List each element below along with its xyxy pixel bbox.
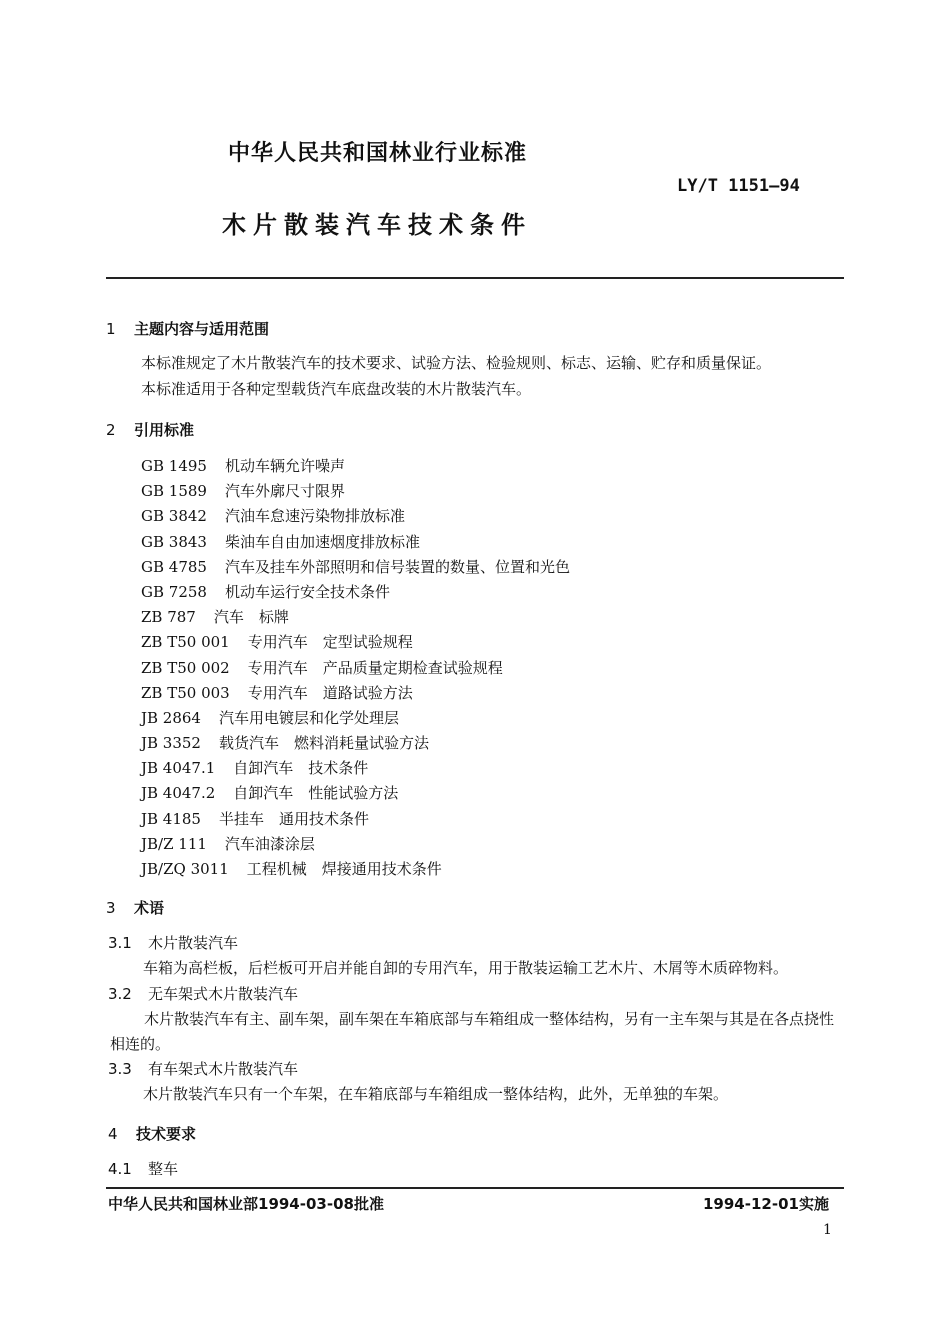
reference-item <box>141 731 570 756</box>
reference-code: JB 3352 <box>141 734 201 753</box>
reference-title: 机动车辆允许噪声 <box>224 457 345 475</box>
reference-item <box>141 656 570 681</box>
reference-item <box>141 454 570 479</box>
term-3-2-title: 无车架式木片散装汽车 <box>148 985 299 1003</box>
section-4-heading <box>108 1123 196 1144</box>
reference-code: JB 4047.1 <box>141 759 216 778</box>
reference-title: 半挂车 通用技术条件 <box>218 809 369 828</box>
reference-title: 专用汽车 道路试验方法 <box>247 683 413 702</box>
standard-number: LY/T 1151—94 <box>677 176 800 196</box>
term-3-3-definition: 木片散装汽车只有一个车架，在车箱底部与车箱组成一整体结构，此外，无单独的车架。 <box>143 1085 729 1103</box>
reference-item <box>141 681 570 706</box>
reference-item <box>141 706 570 731</box>
reference-title: 汽车 标牌 <box>213 608 289 627</box>
reference-title: 汽车用电镀层和化学处理层 <box>218 708 399 727</box>
footer-divider <box>106 1187 844 1189</box>
reference-item <box>141 504 570 529</box>
reference-code: JB/ZQ 3011 <box>141 860 229 878</box>
reference-title: 自卸汽车 技术条件 <box>233 759 369 778</box>
reference-item <box>141 555 570 580</box>
reference-title: 专用汽车 产品质量定期检查试验规程 <box>247 658 503 677</box>
reference-title: 汽油车怠速污染物排放标准 <box>224 507 405 526</box>
section-3-heading <box>106 897 164 918</box>
section-3-number: 3 <box>106 899 116 917</box>
term-3-2-number: 3.2 <box>108 985 132 1003</box>
term-3-2-definition: 木片散装汽车有主、副车架，副车架在车箱底部与车箱组成一整体结构，另有一主车架与其是在各点挠性相连的。 <box>110 1010 835 1053</box>
reference-code: GB 1589 <box>141 482 207 501</box>
header-divider <box>106 277 844 279</box>
section-4-title: 技术要求 <box>136 1125 197 1143</box>
reference-code: GB 4785 <box>141 557 207 576</box>
reference-code: ZB T50 003 <box>141 683 230 702</box>
reference-title: 汽车油漆涂层 <box>224 834 315 853</box>
section-2-title: 引用标准 <box>134 421 195 439</box>
reference-title: 专用汽车 定型试验规程 <box>247 633 413 652</box>
reference-code: ZB T50 001 <box>141 633 230 652</box>
approval-statement: 中华人民共和国林业部1994-03-08批准 <box>108 1195 384 1213</box>
reference-code: ZB 787 <box>141 608 196 627</box>
reference-title: 汽车及挂车外部照明和信号装置的数量、位置和光色 <box>224 557 570 576</box>
reference-code: GB 3843 <box>141 532 207 551</box>
reference-title: 机动车运行安全技术条件 <box>224 582 390 601</box>
term-3-1-heading <box>108 932 238 953</box>
reference-title: 汽车外廓尺寸限界 <box>224 482 345 501</box>
reference-title: 工程机械 焊接通用技术条件 <box>246 860 442 878</box>
section-1-title: 主题内容与适用范围 <box>134 320 270 338</box>
reference-title: 柴油车自由加速烟度排放标准 <box>224 532 420 551</box>
section-2-number: 2 <box>106 421 116 439</box>
org-title: 中华人民共和国林业行业标准 <box>228 141 528 166</box>
term-3-3-heading <box>108 1058 298 1079</box>
reference-item <box>141 580 570 605</box>
reference-code: JB 4185 <box>141 809 201 828</box>
section-2-heading <box>106 419 194 440</box>
reference-item <box>141 479 570 504</box>
reference-code: JB/Z 111 <box>141 834 207 853</box>
reference-item <box>141 605 570 630</box>
term-3-3-title: 有车架式木片散装汽车 <box>148 1060 299 1078</box>
section-3-title: 术语 <box>134 899 165 917</box>
term-3-1-title: 木片散装汽车 <box>148 934 239 952</box>
reference-code: GB 3842 <box>141 507 207 526</box>
page-number: 1 <box>823 1222 832 1238</box>
subsection-4-1-heading <box>108 1158 178 1179</box>
reference-title: 载货汽车 燃料消耗量试验方法 <box>218 734 429 753</box>
reference-code: GB 7258 <box>141 582 207 601</box>
section-1-number: 1 <box>106 320 116 338</box>
section-4-number: 4 <box>108 1125 118 1143</box>
reference-item <box>141 530 570 555</box>
document-title: 木片散装汽车技术条件 <box>222 211 532 239</box>
subsection-4-1-number: 4.1 <box>108 1160 132 1178</box>
section-1-paragraph-2: 本标准适用于各种定型载货汽车底盘改装的木片散装汽车。 <box>141 380 532 398</box>
reference-code: JB 4047.2 <box>141 784 216 803</box>
reference-code: GB 1495 <box>141 457 207 475</box>
reference-item <box>141 756 570 781</box>
term-3-3-number: 3.3 <box>108 1060 132 1078</box>
section-1-heading <box>106 318 269 339</box>
term-3-2-heading <box>108 983 298 1004</box>
effective-date: 1994-12-01实施 <box>703 1195 829 1213</box>
reference-item <box>141 832 570 857</box>
term-3-1-definition: 车箱为高栏板，后栏板可开启并能自卸的专用汽车，用于散装运输工艺木片、木屑等木质碎物料。 <box>143 959 789 977</box>
section-1-paragraph-1: 本标准规定了木片散装汽车的技术要求、试验方法、检验规则、标志、运输、贮存和质量保证。 <box>141 354 772 372</box>
reference-item <box>141 807 570 832</box>
term-3-1-number: 3.1 <box>108 934 132 952</box>
reference-title: 自卸汽车 性能试验方法 <box>233 784 399 803</box>
reference-list <box>141 454 570 882</box>
subsection-4-1-title: 整车 <box>148 1160 179 1178</box>
reference-code: ZB T50 002 <box>141 658 230 677</box>
reference-item <box>141 857 570 882</box>
reference-item <box>141 630 570 655</box>
reference-item <box>141 781 570 806</box>
reference-code: JB 2864 <box>141 708 201 727</box>
